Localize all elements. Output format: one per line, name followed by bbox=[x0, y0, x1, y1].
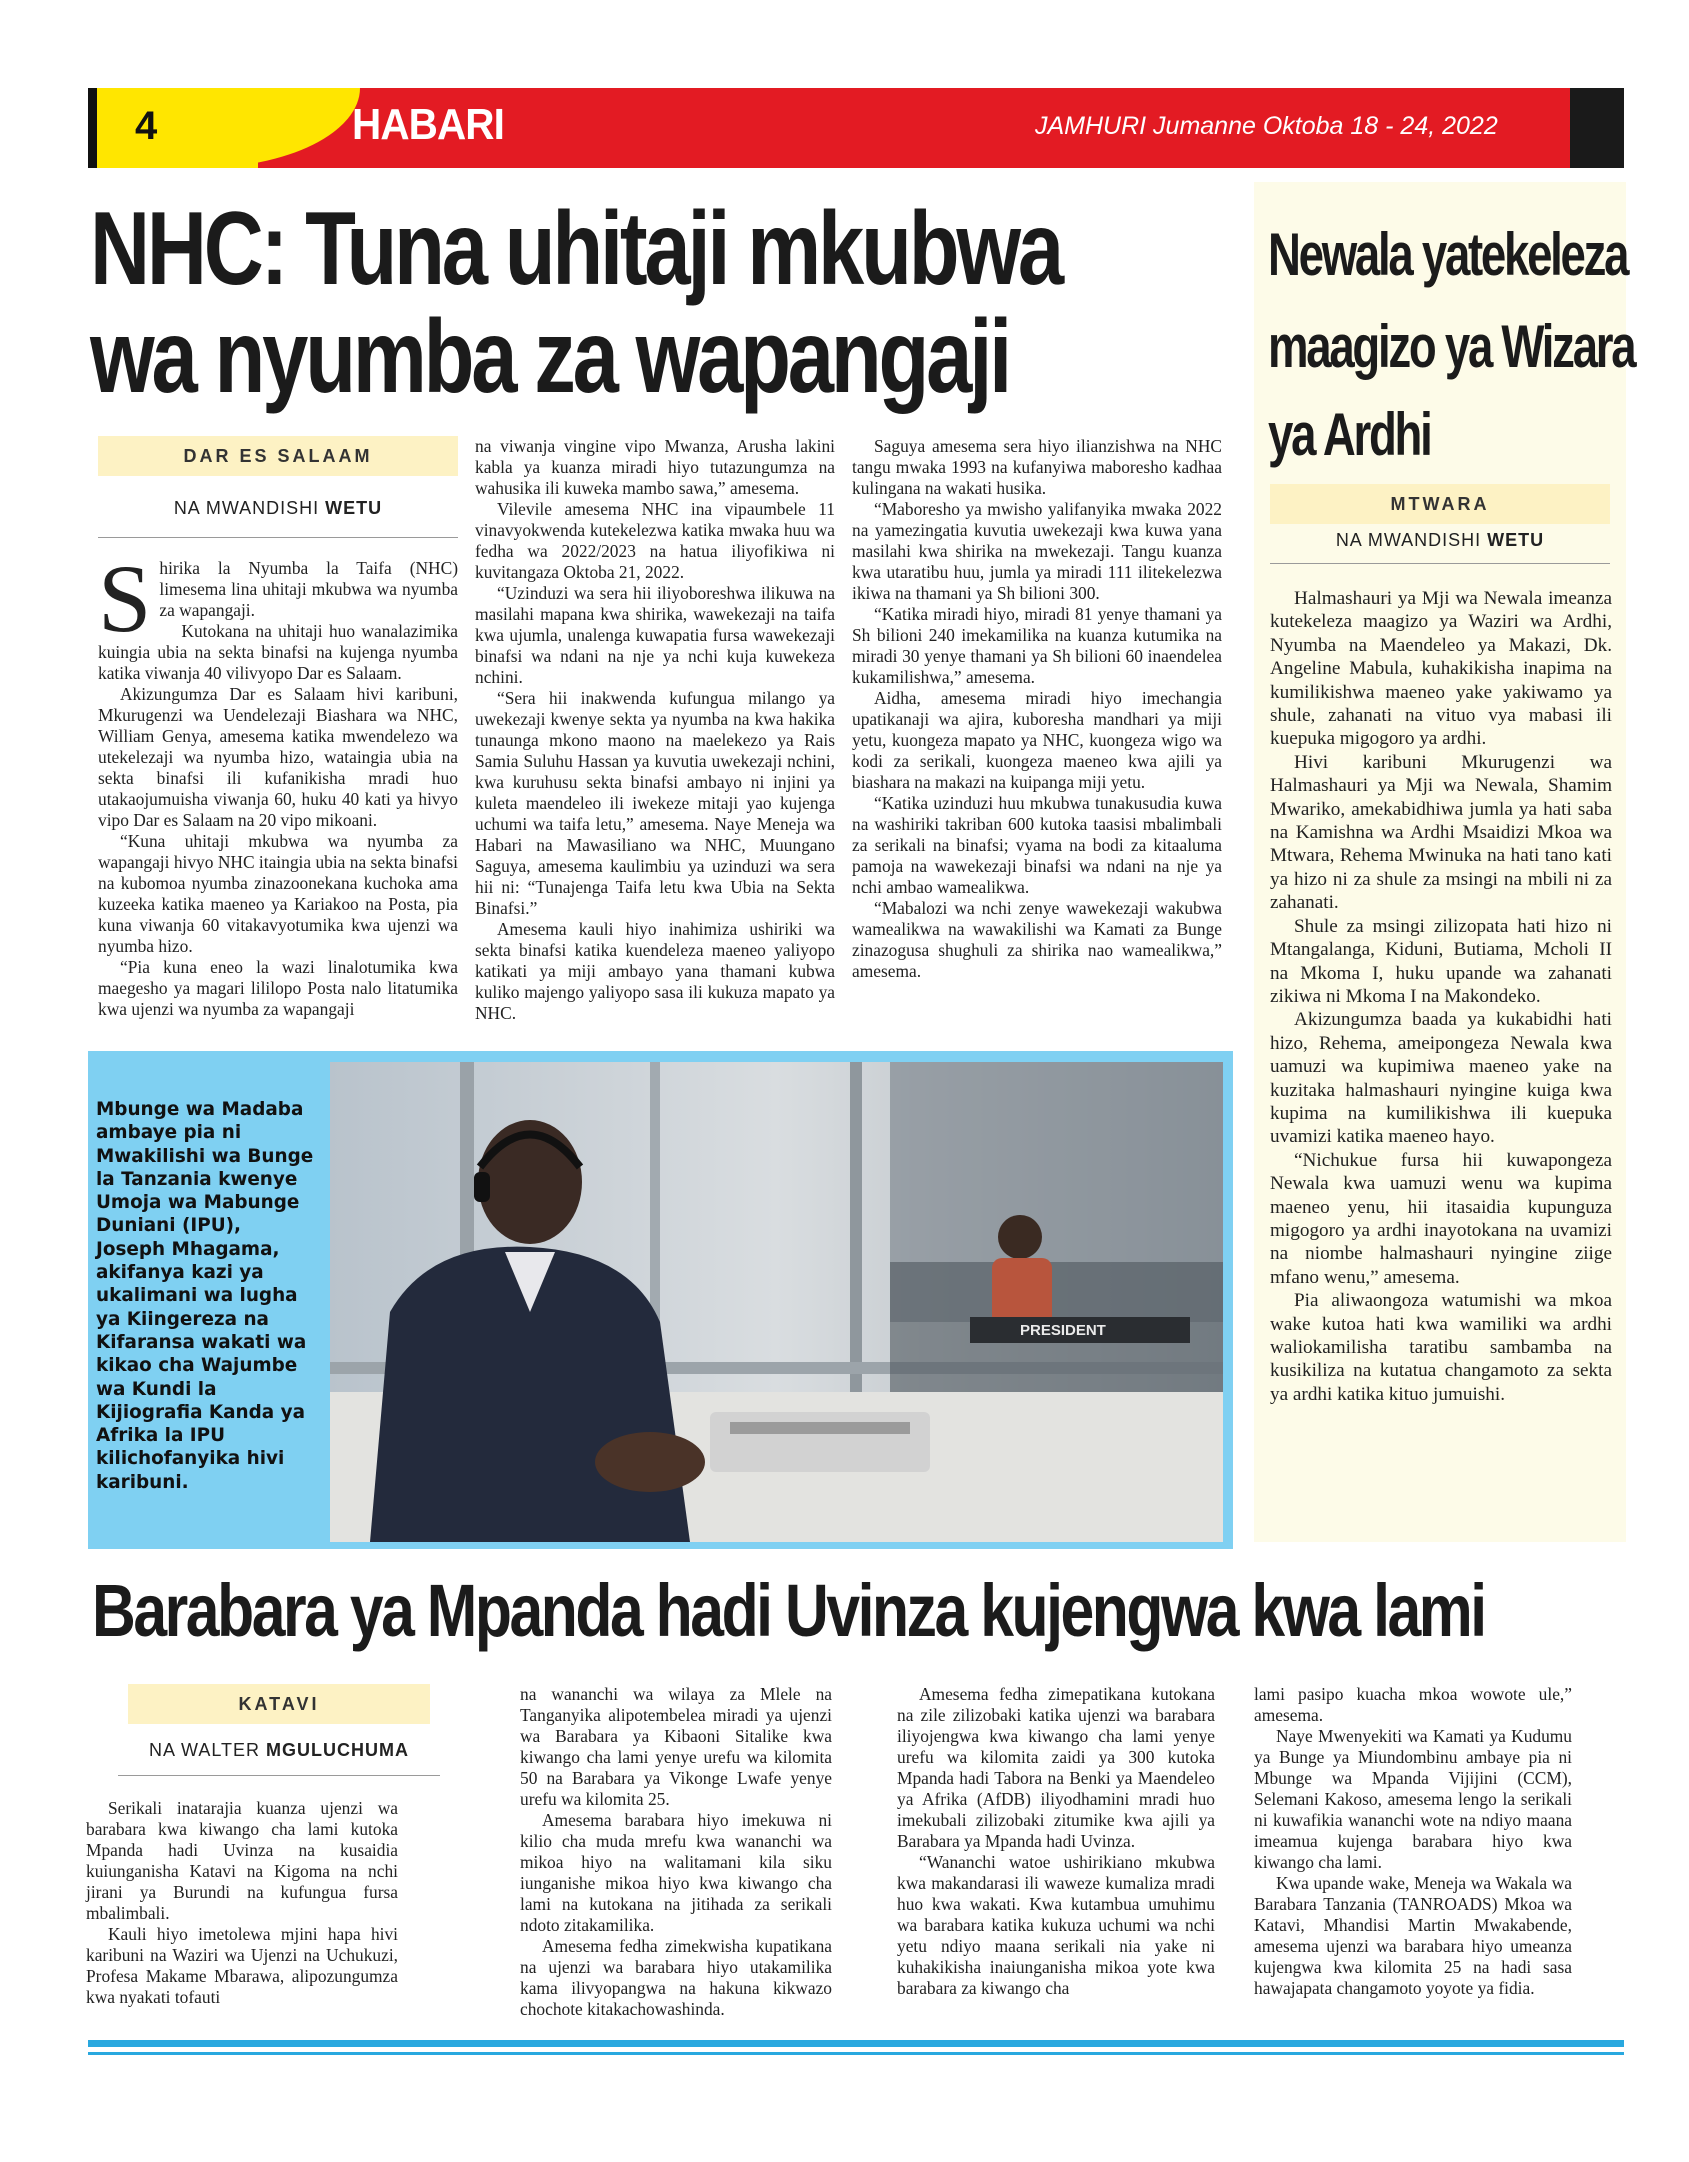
article3-column-4: lami pasipo kuacha mkoa wowote ule,” amesema. Naye Mwenyekiti wa Kamati ya Kudumu ya Bunge ya Miundombinu ambaye pia ni Mbunge wa Mpanda Vijijini (CCM), Selemani Kakoso, amesema lengo la serikali ni kuwafikia wananchi wote na ndiyo maana imeamua kujenga barabara hiyo kwa kiwango cha lami. Kwa upande wake, Meneja wa Wakala wa Barabara Tanzania (TANROADS) Mkoa wa Katavi, Mhandisi Martin Mwakabende, amesema ujenzi wa barabara hiyo umeanza kujengwa kwa kilomita 25 na hadi sasa hawajapata changamoto yoyote ya fidia. bbox=[1254, 1684, 1572, 1998]
page-number: 4 bbox=[135, 104, 158, 148]
article2-headline-line3: ya Ardhi bbox=[1268, 401, 1431, 468]
dateline: JAMHURI Jumanne Oktoba 18 - 24, 2022 bbox=[1035, 112, 1498, 140]
article3-place-tag: KATAVI bbox=[128, 1684, 430, 1724]
article2-headline-line2: maagizo ya Wizara bbox=[1268, 313, 1635, 380]
president-sign: PRESIDENT bbox=[1020, 1322, 1106, 1339]
article2-byline: NA MWANDISHI WETU bbox=[1335, 530, 1545, 550]
article3-column-2: na wananchi wa wilaya za Mlele na Tanganyika alipotembelea miradi ya ujenzi wa Barabara ya Kibaoni Sitalike kwa kiwango cha lami yenye urefu wa kilomita 50 na Barabara ya Vikonge Lwafe yenye urefu wa kilomita 25. Amesema barabara hiyo imekuwa ni kilio cha muda mrefu kwa wananchi wa mikoa hiyo na walitamani kila siku iunganishe mikoa hiyo kwa kiwango cha lami na kutokana na jitihada za serikali ndoto zitakamilika. Amesema fedha zimekwisha kupatikana na ujenzi wa barabara hiyo utakamilika kama ilivyopangwa na hakuna kikwazo chochote kitakachowashinda. bbox=[520, 1684, 832, 2019]
header-left-edge bbox=[88, 88, 97, 168]
article3-column-1: Serikali inatarajia kuanza ujenzi wa barabara kwa kiwango cha lami kutoka Mpanda hadi Uvinza na kusaidia kuiunganisha Katavi na Kigoma na nchi jirani ya Burundi na kufungua fursa mbalimbali. Kauli hiyo imetolewa mjini hapa hivi karibuni na Waziri wa Ujenzi na Uchukuzi, Profesa Makame Mbarawa, alipozungumza kwa nyakati tofauti bbox=[86, 1798, 398, 2007]
photo bbox=[330, 1062, 1223, 1542]
article1-column-1: S hirika la Nyumba la Taifa (NHC) limesema lina uhitaji mkubwa wa nyumba za wapangaji. Kutokana na uhitaji huo wanalazimika kuingia ubia na sekta binafsi na kujenga nyumba katika viwanja 40 vilivyopo Dar es Salaam. Akizungumza Dar es Salaam hivi karibuni, Mkurugenzi wa Uendelezaji Biashara wa NHC, William Genya, amesema katika mwendelezo wa utekelezaji wa nyumba hizo, wataingia ubia na sekta binafsi ili kufanikisha mradi huo utakaojumuisha viwanja 60, huku 40 kati ya hivyo vipo Dar es Salaam na 20 vipo mikoani. “Kuna uhitaji mkubwa wa nyumba za wapangaji hivyo NHC itaingia ubia na sekta binafsi na kubomoa nyumba zinazoonekana kuchoka ama kuzeeka katika maeneo ya Kariakoo na Posta, pia kuna viwanja 60 vitakavyotumika kwa ujenzi wa nyumba hizo. “Pia kuna eneo la wazi linalotumika kwa maegesho ya magari lililopo Posta nalo litatumika kwa ujenzi wa nyumba za wapangaji bbox=[98, 545, 458, 1019]
bottom-rule-thin bbox=[88, 2052, 1624, 2055]
article2-byline-rule bbox=[1270, 563, 1610, 564]
article1-headline-line2: wa nyumba za wapangaji bbox=[90, 299, 1010, 415]
article3-column-3: Amesema fedha zimepatikana kutokana na zile zilizobaki katika ujenzi wa barabara iliyojengwa kwa kiwango cha lami yenye urefu wa kilomita zaidi ya 300 kutoka Mpanda hadi Tabora na Benki ya Maendeleo ya Afrika (AfDB) iliyodhamini mradi huo imekubali zilizobaki zitumike kwa ajili ya Barabara ya Mpanda hadi Uvinza. “Wananchi watoe ushirikiano mkubwa kwa makandarasi ili waweze kumaliza mradi huo kwa wakati. Kwa kutambua umuhimu wa barabara katika kukuza uchumi wa nchi yetu ndiyo maana serikali nia yake ni kuhakikisha inaiunganisha mikoa yote kwa barabara za kiwango cha bbox=[897, 1684, 1215, 1998]
article3-byline-rule bbox=[118, 1775, 440, 1776]
article1-byline: NA MWANDISHI WETU bbox=[173, 498, 383, 518]
article1-column-2: na viwanja vingine vipo Mwanza, Arusha lakini kabla ya kuanza miradi hiyo tutazungumza na wahusika ili kuweka mambo sawa,” amesema. Vilevile amesema NHC ina vipaumbele 11 vinavyokwenda kutekelezwa katika mwaka huu wa fedha wa 2022/2023 na hatua iliyofikiwa ni kuvitangaza Oktoba 21, 2022. “Uzinduzi wa sera hii iliyoboreshwa ilikuwa na masilahi mapana kwa shirika, wawekezaji na taifa kwa ujumla, unalenga kuwapatia fursa wawekezaji binafsi wa ndani na nje ya nchi kuja kuwekeza nchini. “Sera hii inakwenda kufungua milango ya uwekezaji kwenye sekta ya nyumba na kwa hakika tunaunga mkono maono na maelekezo ya Rais Samia Suluhu Hassan ya kuvutia uwekezaji nchini, kwa kuruhusu sekta binafsi ambayo ni injini ya kuleta maendeleo ili iwekeze mitaji yao kujenga uchumi wa taifa letu,” amesema. Naye Meneja wa Habari na Mawasiliano wa NHC, Muungano Saguya, amesema kaulimbiu ya uzinduzi wa sera hii ni: “Tunajenga Taifa letu kwa Ubia na Sekta Binafsi.” Amesema kauli hiyo inahimiza ushiriki wa sekta binafsi katika kuendeleza maeneo yaliyopo katikati ya miji ambayo yana thamani kubwa kuliko majengo yaliyopo sasa ili kukuza mapato ya NHC. bbox=[475, 436, 835, 1023]
article2-body: Halmashauri ya Mji wa Newala imeanza kutekeleza maagizo ya Waziri wa Ardhi, Nyumba na Maendeleo ya Makazi, Dk. Angeline Mabula, kuhakikisha inapima na kumilikishwa maeneo yake yakiwamo ya shule, zahanati na vituo vya mabasi ili kuepuka migogoro ya ardhi. Hivi karibuni Mkurugenzi wa Halmashauri ya Mji wa Newala, Shamim Mwariko, amekabidhiwa jumla ya hati saba na Kamishna wa Ardhi Msaidizi Mkoa wa Mtwara, Rehema Mwinuka na hati tano kati ya hizo ni za shule za msingi na mbili ni za zahanati. Shule za msingi zilizopata hati hizo ni Mtangalanga, Kiduni, Butiama, Mcholi II na Mkoma I, huku upande wa zahanati zikiwa ni Mkoma I na Makondeko. Akizungumza baada ya kukabidhi hati hizo, Rehema, ameipongeza Newala kwa uamuzi wa kupimiwa maeneo yake na kuzitaka halmashauri nyingine kuiga kwa kupima na kumilikishwa ili kuepuka uvamizi katika maeneo hayo. “Nichukue fursa hii kuwapongeza Newala kwa uamuzi wenu wa kupima maeneo yenu, hii itasaidia kupunguza migogoro ya ardhi inayotokana na uvamizi na niombe halmashauri nyingine ziige mfano wenu,” amesema. Pia aliwaongoza watumishi wa mkoa wake kutoa hati kwa wamiliki wa ardhi waliokamilisha taratibu sambamba na kusikiliza na kutatua changamoto za sekta ya ardhi katika kituo jumuishi. bbox=[1270, 588, 1612, 1405]
article1-headline-line1: NHC: Tuna uhitaji mkubwa bbox=[90, 191, 1061, 307]
photo-illustration bbox=[330, 1062, 1223, 1542]
header-right-block bbox=[1570, 88, 1624, 168]
article1-byline-rule bbox=[98, 537, 458, 538]
article1-column-3: Saguya amesema sera hiyo ilianzishwa na NHC tangu mwaka 1993 na kufanyiwa maboresho kadhaa kulingana na wakati husika. “Maboresho ya mwisho yalifanyika mwaka 2022 na yamezingatia kuvutia uwekezaji kwa kuwa yana masilahi kwa shirika na mwekezaji. Tangu kuanza kwa utaratibu huu, jumla ya miradi 111 ilitekelezwa ikiwa na thamani ya Sh bilioni 300. “Katika miradi hiyo, miradi 81 yenye thamani ya Sh bilioni 240 imekamilika na kuanza kutumika na miradi 30 yenye thamani ya Sh bilioni 60 inaendelea kukamilishwa,” amesema. Aidha, amesema miradi hiyo imechangia upatikanaji wa ajira, kuboresha mandhari ya miji yetu, kuongeza mapato ya NHC, kuongeza wigo wa kodi za serikali, kuongeza maeneo kwa ajili ya biashara na makazi na kuipanga miji yetu. “Katika uzinduzi huu mkubwa tunakusudia kuwa na washiriki takriban 600 kutoka taasisi mbalimbali za serikali na binafsi; vyama na bodi za kitaaluma pamoja na wawekezaji binafsi wa ndani na nje ya nchi ambao wamealikwa. “Mabalozi wa nchi zenye wawekezaji wakubwa wamealikwa na wawakilishi wa Kamati za Bunge zinazogusa shughuli za shirika nao wamealikwa,” amesema. bbox=[852, 436, 1222, 981]
article1-place-tag: DAR ES SALAAM bbox=[98, 436, 458, 476]
article3-byline: NA WALTER MGULUCHUMA bbox=[148, 1740, 409, 1760]
article3-headline: Barabara ya Mpanda hadi Uvinza kujengwa kwa lami bbox=[92, 1569, 1485, 1652]
photo-caption: Mbunge wa Madaba ambaye pia ni Mwakilishi wa Bunge la Tanzania kwenye Umoja wa Mabunge Duniani (IPU), Joseph Mhagama, akifanya kazi ya ukalimani wa lugha ya Kiingereza na Kifaransa wakati wa kikao cha Wajumbe wa Kundi la Kijiografia Kanda ya Afrika la IPU kilichofanyika hivi karibuni. bbox=[96, 1099, 314, 1493]
dropcap: S bbox=[98, 545, 152, 652]
article2-place-tag: MTWARA bbox=[1270, 484, 1610, 524]
bottom-rule-thick bbox=[88, 2040, 1624, 2047]
section-title: HABARI bbox=[352, 100, 504, 149]
article2-headline-line1: Newala yatekeleza bbox=[1268, 221, 1628, 288]
